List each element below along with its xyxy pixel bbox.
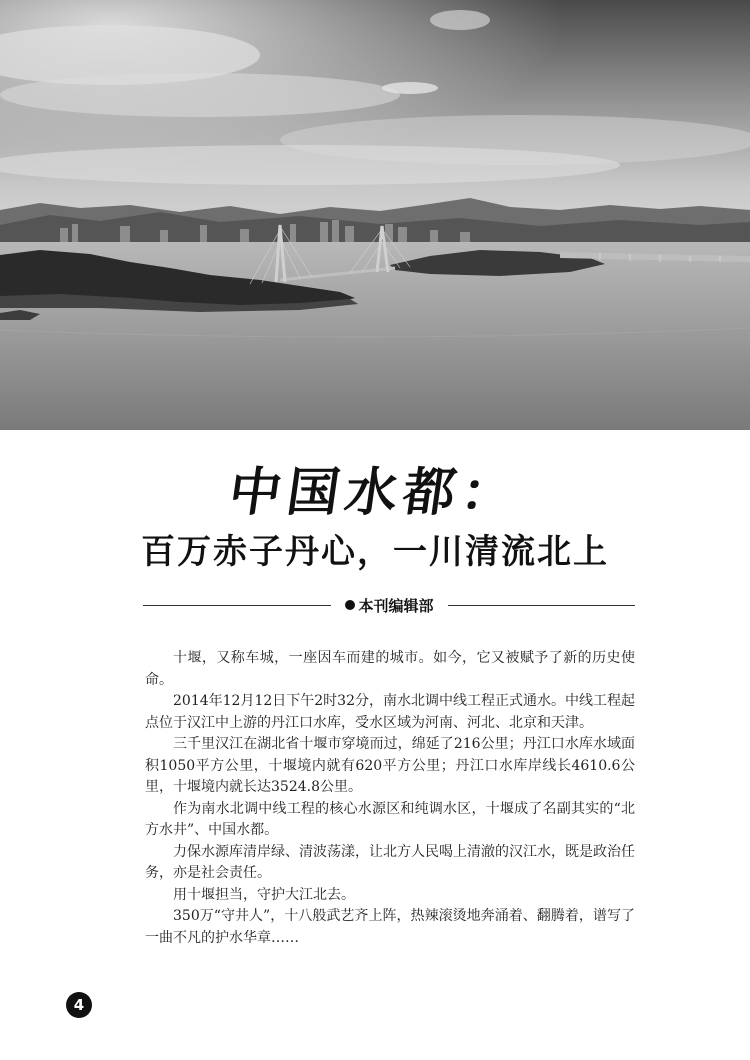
page-title: 中国水都： [224,462,524,523]
page-subtitle: 百万赤子丹心，一川清流北上 [141,532,609,572]
hero-photo [0,0,750,430]
byline-text: 本刊编辑部 [358,596,434,615]
right-divider [448,605,636,606]
article-paragraph: 用十堰担当，守护大江北去。 [173,886,355,903]
article-paragraph: 力保水源库清岸绿、清波荡漾，让北方人民喝上清澈的汉江水，既是政治任务，亦是社会责任。 [145,843,635,881]
page-number: 4 [66,992,92,1018]
article-paragraph: 350万“守井人”，十八般武艺齐上阵，热辣滚烫地奔涌着、翻腾着，谱写了一曲不凡的护水华章…… [145,908,635,946]
bullet-dot-icon [345,600,355,610]
article-paragraph: 2014年12月12日下午2时32分，南水北调中线工程正式通水。中线工程起点位于汉江中上游的丹江口水库，受水区域为河南、河北、北京和天津。 [145,693,635,731]
reservoir-city-photo [0,0,750,430]
article-paragraph: 作为南水北调中线工程的核心水源区和纯调水区，十堰成了名副其实的“北方水井”、中国水都。 [145,800,635,838]
article-body [145,648,635,949]
left-divider [143,605,331,606]
article-paragraph: 三千里汉江在湖北省十堰市穿境而过，绵延了216公里；丹江口水库水域面积1050平方公里，十堰境内就有620平方公里；丹江口水库岸线长4610.6公里，十堰境内就长达3524.8公里。 [145,736,635,795]
byline-row [143,594,635,616]
article-paragraph: 十堰，又称车城，一座因车而建的城市。如今，它又被赋予了新的历史使命。 [145,650,635,688]
byline [331,595,448,616]
